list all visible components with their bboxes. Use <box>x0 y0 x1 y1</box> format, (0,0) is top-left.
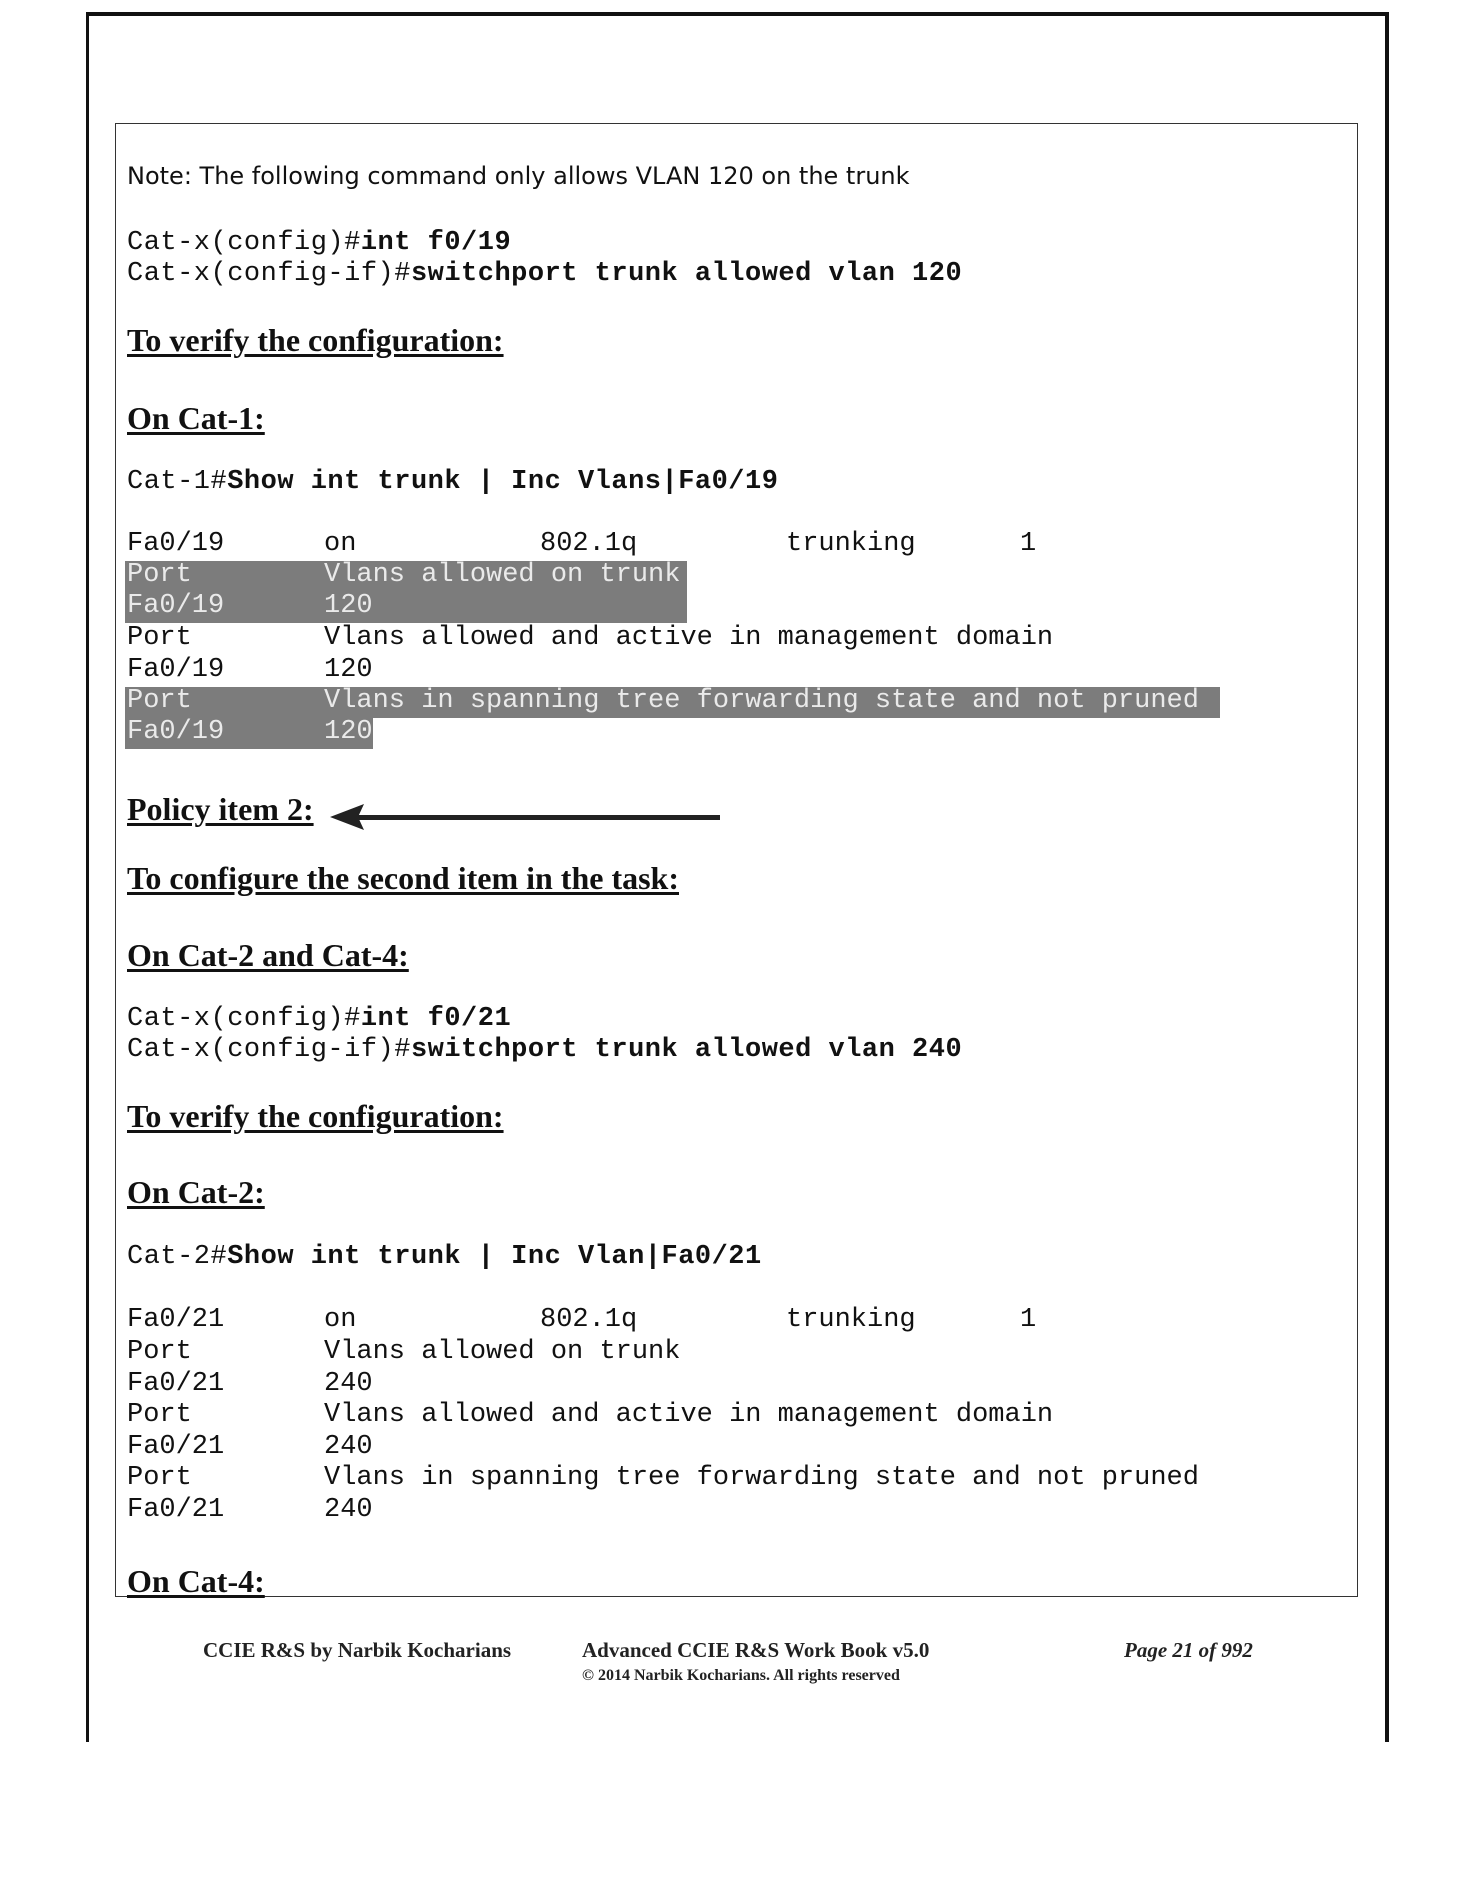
output-cell: Fa0/19 <box>127 591 225 621</box>
output-cell: 240 <box>324 1495 373 1525</box>
footer-author: CCIE R&S by Narbik Kocharians <box>203 1638 512 1662</box>
output-row <box>0 1369 1483 1400</box>
heading-configure-2: To configure the second item in the task: <box>127 860 679 896</box>
output-cell: 240 <box>324 1369 373 1399</box>
output-cell: Port <box>127 686 192 716</box>
config-line-4 <box>127 1035 962 1066</box>
show-command-1 <box>127 467 778 498</box>
output-row <box>0 1305 1483 1336</box>
output-row <box>0 623 1483 654</box>
output-cell: trunking <box>786 1305 916 1335</box>
left-arrow-icon <box>330 804 730 830</box>
output-cell: Fa0/21 <box>127 1369 225 1399</box>
footer-book-title: Advanced CCIE R&S Work Book v5.0 <box>582 1638 930 1662</box>
output-cell: on <box>324 529 357 559</box>
command: Show int trunk | Inc Vlans|Fa0/19 <box>227 467 779 497</box>
output-cell: Fa0/19 <box>127 529 225 559</box>
output-cell: Port <box>127 560 192 590</box>
heading-on-cat1: On Cat-1: <box>127 400 265 436</box>
command: int f0/21 <box>360 1004 512 1034</box>
footer-copyright: © 2014 Narbik Kocharians. All rights reserved <box>582 1667 900 1684</box>
output-cell: Vlans allowed on trunk <box>324 1337 681 1367</box>
output-cell: Port <box>127 623 192 653</box>
output-cell: Fa0/21 <box>127 1495 225 1525</box>
output-cell: Port <box>127 1463 192 1493</box>
command: Show int trunk | Inc Vlan|Fa0/21 <box>227 1242 762 1272</box>
output-cell: Fa0/19 <box>127 717 225 747</box>
page-border-top <box>86 12 1388 16</box>
output-cell: Vlans allowed and active in management domain <box>324 1400 1054 1430</box>
output-row <box>0 1400 1483 1431</box>
prompt: Cat-x(config-if)# <box>127 259 411 289</box>
output-row <box>0 1463 1483 1494</box>
footer-page-number: Page 21 of 992 <box>1124 1638 1253 1662</box>
output-row-highlighted <box>0 686 1483 717</box>
config-line-2 <box>127 259 962 290</box>
output-cell: 240 <box>324 1432 373 1462</box>
output-cell: on <box>324 1305 357 1335</box>
output-cell: 802.1q <box>540 529 638 559</box>
heading-on-cat2-cat4: On Cat-2 and Cat-4: <box>127 937 409 973</box>
output-cell: Vlans in spanning tree forwarding state and not pruned <box>324 686 1199 716</box>
output-cell: Fa0/21 <box>127 1432 225 1462</box>
prompt: Cat-x(config-if)# <box>127 1035 411 1065</box>
output-row <box>0 529 1483 560</box>
heading-policy-item-2: Policy item 2: <box>127 791 314 827</box>
note-text: Note: The following command only allows VLAN 120 on the trunk <box>127 162 910 190</box>
command: switchport trunk allowed vlan 120 <box>410 259 963 289</box>
output-row-highlighted <box>0 591 1483 622</box>
output-cell: Port <box>127 1337 192 1367</box>
command: int f0/19 <box>360 228 512 258</box>
heading-on-cat2: On Cat-2: <box>127 1174 265 1210</box>
heading-verify-2: To verify the configuration: <box>127 1098 504 1134</box>
output-cell: 1 <box>1020 1305 1037 1335</box>
output-row <box>0 655 1483 686</box>
output-cell: Fa0/19 <box>127 655 225 685</box>
prompt: Cat-1# <box>127 467 228 497</box>
heading-verify-1: To verify the configuration: <box>127 322 504 358</box>
output-cell: Port <box>127 1400 192 1430</box>
output-row <box>0 1495 1483 1526</box>
prompt: Cat-x(config)# <box>127 228 361 258</box>
config-line-3 <box>127 1004 511 1035</box>
output-cell: Fa0/21 <box>127 1305 225 1335</box>
heading-on-cat4: On Cat-4: <box>127 1563 265 1599</box>
output-cell: 120 <box>324 717 373 747</box>
output-cell: Vlans allowed on trunk <box>324 560 681 590</box>
output-cell: 802.1q <box>540 1305 638 1335</box>
output-row <box>0 1337 1483 1368</box>
config-line-1 <box>127 228 511 259</box>
output-cell: Vlans in spanning tree forwarding state and not pruned <box>324 1463 1199 1493</box>
output-cell: 120 <box>324 591 373 621</box>
output-row-highlighted <box>0 560 1483 591</box>
output-cell: 1 <box>1020 529 1037 559</box>
command: switchport trunk allowed vlan 240 <box>410 1035 963 1065</box>
output-row-highlighted <box>0 717 1483 748</box>
prompt: Cat-2# <box>127 1242 228 1272</box>
output-cell: 120 <box>324 655 373 685</box>
output-cell: trunking <box>786 529 916 559</box>
prompt: Cat-x(config)# <box>127 1004 361 1034</box>
output-cell: Vlans allowed and active in management domain <box>324 623 1054 653</box>
show-command-2 <box>127 1242 762 1273</box>
output-row <box>0 1432 1483 1463</box>
